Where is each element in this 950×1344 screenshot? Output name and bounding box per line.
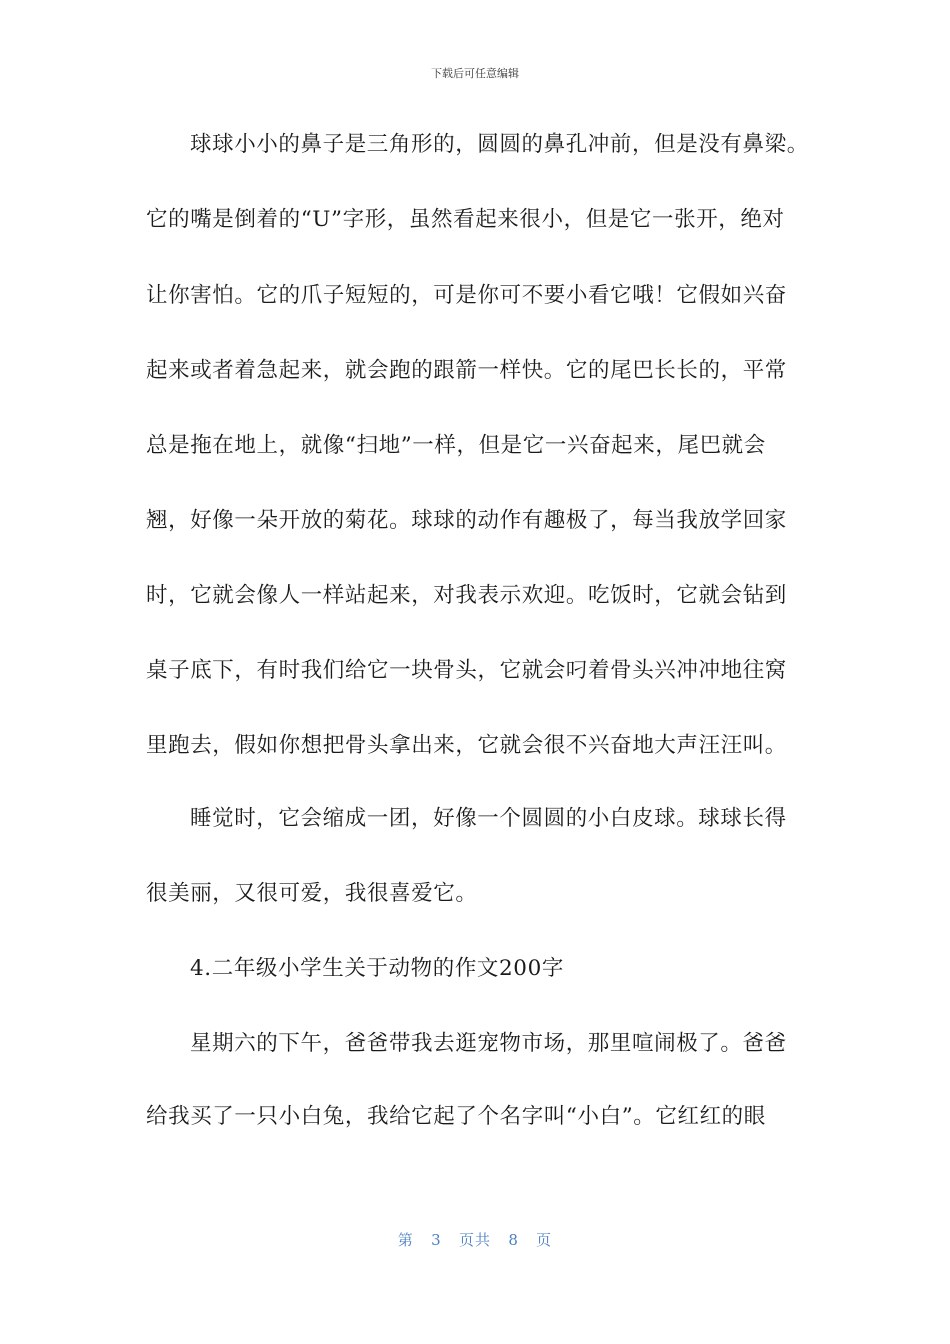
text-line: 翘，好像一朵开放的菊花。球球的动作有趣极了，每当我放学回家	[146, 508, 787, 533]
text-line: 让你害怕。它的爪子短短的，可是你可不要小看它哦！它假如兴奋	[146, 283, 787, 308]
text-line: 睡觉时，它会缩成一团，好像一个圆圆的小白皮球。球球长得	[190, 806, 787, 831]
text-line: 很美丽，又很可爱，我很喜爱它。	[146, 881, 478, 906]
footer-prefix: 第	[397, 1231, 414, 1249]
text-line: 里跑去，假如你想把骨头拿出来，它就会很不兴奋地大声汪汪叫。	[146, 733, 787, 758]
total-pages-number: 8	[508, 1231, 519, 1249]
text-line: 桌子底下，有时我们给它一块骨头，它就会叼着骨头兴冲冲地往窝	[146, 658, 787, 683]
footer-middle: 页共	[458, 1231, 491, 1249]
text-line: 它的嘴是倒着的“U”字形，虽然看起来很小，但是它一张开，绝对	[146, 207, 785, 232]
footer-suffix: 页	[536, 1231, 553, 1249]
text-line: 给我买了一只小白兔，我给它起了个名字叫“小白”。它红红的眼	[146, 1104, 766, 1129]
section-heading: 4.二年级小学生关于动物的作文200字	[190, 956, 564, 981]
text-line: 星期六的下午，爸爸带我去逛宠物市场，那里喧闹极了。爸爸	[190, 1031, 787, 1056]
text-line: 球球小小的鼻子是三角形的，圆圆的鼻孔冲前，但是没有鼻梁。	[190, 132, 809, 157]
text-line: 时，它就会像人一样站起来，对我表示欢迎。吃饭时，它就会钻到	[146, 583, 787, 608]
current-page-number: 3	[431, 1231, 442, 1249]
text-line: 总是拖在地上，就像“扫地”一样，但是它一兴奋起来，尾巴就会	[146, 433, 766, 458]
text-line: 起来或者着急起来，就会跑的跟箭一样快。它的尾巴长长的，平常	[146, 358, 787, 383]
page-footer	[0, 1230, 950, 1250]
page-header: 下载后可任意编辑	[431, 67, 519, 80]
